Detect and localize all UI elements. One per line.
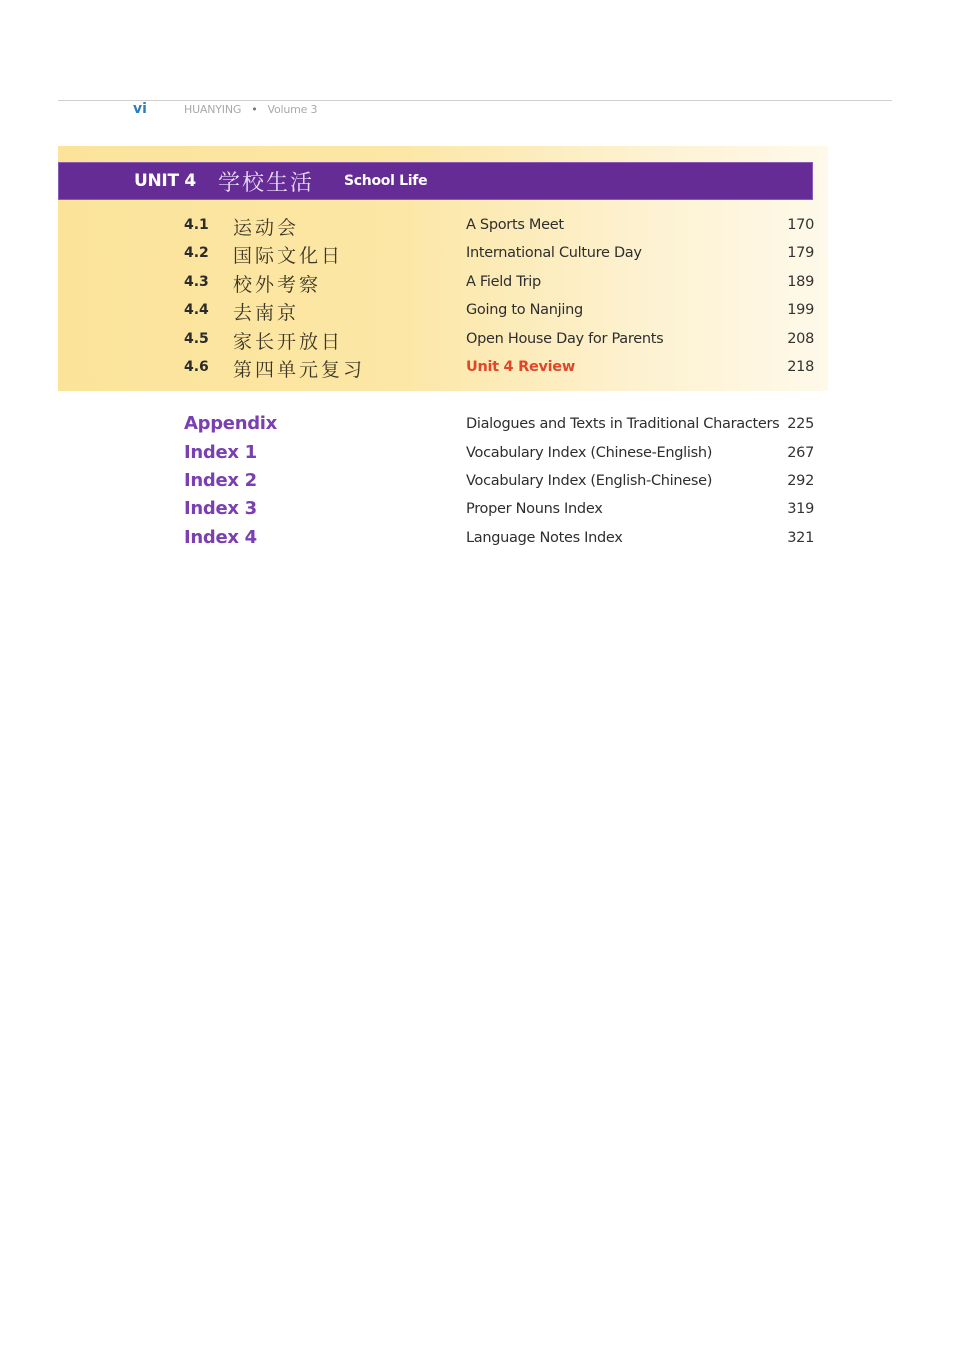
lesson-number: 4.2 <box>184 245 209 261</box>
lesson-number: 4.5 <box>184 331 209 347</box>
page-number: 267 <box>787 445 814 461</box>
lesson-title-chinese: 第四单元复习 <box>233 359 366 381</box>
toc-entry-lesson-4-5[interactable] <box>0 325 960 353</box>
page-number: 179 <box>787 245 814 261</box>
page-number: 292 <box>787 473 814 489</box>
lesson-title-english: A Field Trip <box>466 274 541 290</box>
lesson-title-chinese: 校外考察 <box>233 274 322 296</box>
appendix-label: Appendix <box>184 413 277 434</box>
page-number: 225 <box>787 416 814 432</box>
toc-entry-index-3[interactable] <box>0 495 960 523</box>
lesson-title-english: Open House Day for Parents <box>466 331 664 347</box>
header-rule <box>58 100 892 101</box>
toc-entry-lesson-4-2[interactable] <box>0 239 960 267</box>
lesson-number: 4.4 <box>184 302 209 318</box>
unit-header-bar <box>58 162 813 200</box>
running-head <box>184 103 317 116</box>
index-label: Index 4 <box>184 527 257 548</box>
lesson-title-english: International Culture Day <box>466 245 642 261</box>
page-number: 170 <box>787 217 814 233</box>
unit-label: UNIT 4 <box>134 171 196 191</box>
appendix-description: Dialogues and Texts in Traditional Characters <box>466 416 780 432</box>
lesson-title-chinese: 运动会 <box>233 217 300 239</box>
page-number: 189 <box>787 274 814 290</box>
page-number: 208 <box>787 331 814 347</box>
volume-label: Volume 3 <box>267 103 318 116</box>
toc-entry-lesson-4-1[interactable] <box>0 211 960 239</box>
lesson-number: 4.6 <box>184 359 209 375</box>
toc-entry-index-4[interactable] <box>0 524 960 552</box>
toc-entry-lesson-4-3[interactable] <box>0 268 960 296</box>
lesson-number: 4.1 <box>184 217 209 233</box>
index-label: Index 1 <box>184 442 257 463</box>
index-description: Vocabulary Index (Chinese-English) <box>466 445 713 461</box>
series-title: HUANYING <box>184 103 242 116</box>
lesson-title-chinese: 国际文化日 <box>233 245 344 267</box>
toc-entry-lesson-4-4[interactable] <box>0 296 960 324</box>
toc-entry-lesson-4-6[interactable] <box>0 353 960 381</box>
toc-entry-index-2[interactable] <box>0 467 960 495</box>
toc-entry-index-1[interactable] <box>0 439 960 467</box>
lesson-number: 4.3 <box>184 274 209 290</box>
index-description: Vocabulary Index (English-Chinese) <box>466 473 713 489</box>
lesson-title-english: Going to Nanjing <box>466 302 583 318</box>
toc-entry-appendix[interactable] <box>0 410 960 438</box>
page-number: 199 <box>787 302 814 318</box>
index-description: Language Notes Index <box>466 530 623 546</box>
lesson-title-english: A Sports Meet <box>466 217 564 233</box>
separator-dot: • <box>251 103 258 116</box>
index-label: Index 3 <box>184 498 257 519</box>
page-folio: vi <box>133 101 147 117</box>
lesson-title-chinese: 家长开放日 <box>233 331 344 353</box>
unit-title-chinese: 学校生活 <box>218 171 315 196</box>
page-number: 319 <box>787 501 814 517</box>
lesson-title-english-review: Unit 4 Review <box>466 359 575 375</box>
page-number: 321 <box>787 530 814 546</box>
index-description: Proper Nouns Index <box>466 501 603 517</box>
lesson-title-chinese: 去南京 <box>233 302 300 324</box>
unit-title-english: School Life <box>344 173 428 189</box>
page-number: 218 <box>787 359 814 375</box>
index-label: Index 2 <box>184 470 257 491</box>
